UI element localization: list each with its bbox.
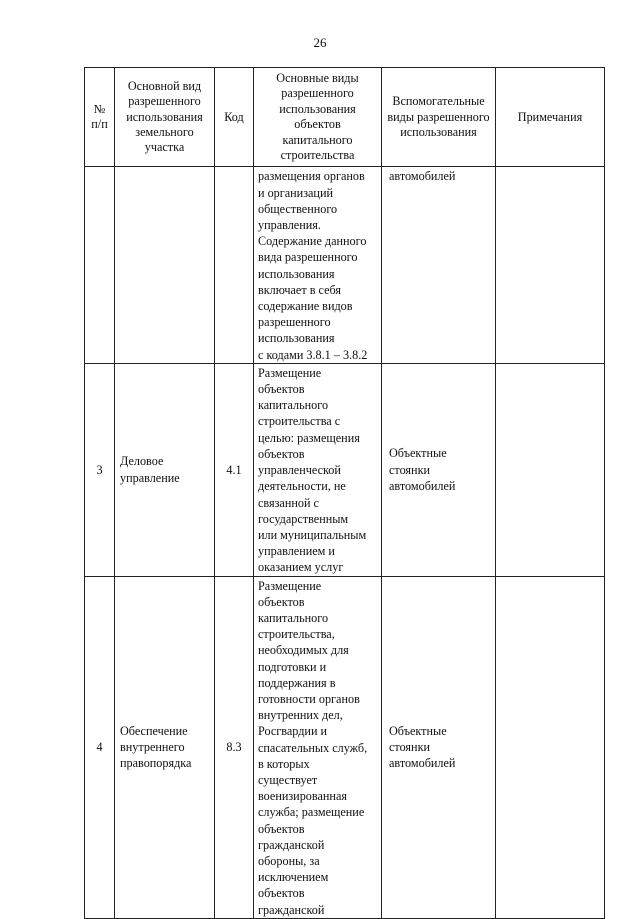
description-line: Росгвардии и: [258, 724, 328, 739]
description-line: вида разрешенного: [258, 250, 358, 265]
description-line: гражданской: [258, 902, 325, 917]
header-main-use: Основной вид разрешенного использования земельного участка: [115, 68, 215, 167]
description-line: существует: [258, 772, 318, 787]
row-main-use: [115, 167, 215, 363]
row-code: [215, 167, 254, 363]
row-main-use: Обеспечение внутреннего правопорядка: [115, 576, 215, 918]
description-line: в которых: [258, 756, 310, 771]
description-line: целью: размещения: [258, 430, 360, 445]
description-line: включает в себя: [258, 282, 341, 297]
description-line: подготовки и: [258, 659, 327, 674]
description-line: управлением и: [258, 544, 335, 559]
description-line: объектов: [258, 594, 305, 609]
row-description: [254, 363, 382, 576]
description-line: разрешенного: [258, 315, 331, 330]
row-notes: [496, 576, 605, 918]
description-line: исключением: [258, 870, 329, 885]
table-row: [85, 576, 605, 918]
description-line: гражданской: [258, 837, 325, 852]
header-main-types: Основные виды разрешенного использования объектов капитального строительства: [254, 68, 382, 167]
description-line: деятельности, не: [258, 479, 346, 494]
description-line: объектов: [258, 821, 305, 836]
description-line: готовности органов: [258, 691, 360, 706]
description-line: обороны, за: [258, 853, 320, 868]
row-number: [85, 167, 115, 363]
row-notes: [496, 167, 605, 363]
table-row: [85, 363, 605, 576]
description-line: общественного: [258, 201, 338, 216]
description-line: содержание видов: [258, 299, 353, 314]
description-line: с кодами 3.8.1 – 3.8.2: [258, 347, 368, 362]
description-line: внутренних дел,: [258, 708, 343, 723]
description-line: размещения органов: [258, 169, 365, 184]
row-code: 4.1: [215, 363, 254, 576]
table-row: [85, 167, 605, 363]
row-notes: [496, 363, 605, 576]
description-line: спасательных служб,: [258, 740, 368, 755]
description-line: или муниципальным: [258, 527, 367, 542]
description-line: и организаций: [258, 185, 333, 200]
header-notes: Примечания: [496, 68, 605, 167]
description-line: Размещение: [258, 365, 322, 380]
header-number: № п/п: [85, 68, 115, 167]
description-line: оказанием услуг: [258, 560, 344, 575]
description-line: объектов: [258, 382, 305, 397]
description-line: использования: [258, 266, 335, 281]
description-line: служба; размещение: [258, 805, 365, 820]
row-description: [254, 167, 382, 363]
description-line: управления.: [258, 218, 321, 233]
description-line: использования: [258, 331, 335, 346]
description-line: государственным: [258, 511, 349, 526]
header-code: Код: [215, 68, 254, 167]
description-line: поддержания в: [258, 675, 336, 690]
description-line: строительства с: [258, 414, 341, 429]
description-line: капитального: [258, 398, 329, 413]
description-line: связанной с: [258, 495, 319, 510]
row-description: [254, 576, 382, 918]
row-auxiliary: автомобилей: [382, 167, 496, 363]
description-line: Содержание данного: [258, 234, 367, 249]
description-line: объектов: [258, 446, 305, 461]
description-line: строительства,: [258, 627, 335, 642]
row-auxiliary: Объектные стоянки автомобилей: [382, 363, 496, 576]
table-header-row: [85, 68, 605, 167]
land-use-table: [84, 67, 605, 919]
description-line: управленческой: [258, 463, 341, 478]
description-line: военизированная: [258, 789, 347, 804]
row-code: 8.3: [215, 576, 254, 918]
row-number: 4: [85, 576, 115, 918]
row-main-use: Деловое управление: [115, 363, 215, 576]
row-auxiliary: Объектные стоянки автомобилей: [382, 576, 496, 918]
description-line: Размещение: [258, 578, 322, 593]
row-number: 3: [85, 363, 115, 576]
page-number: 26: [313, 35, 327, 50]
description-line: капитального: [258, 610, 329, 625]
description-line: объектов: [258, 886, 305, 901]
description-line: необходимых для: [258, 643, 349, 658]
header-auxiliary-types: Вспомогательные виды разрешенного использования: [382, 68, 496, 167]
